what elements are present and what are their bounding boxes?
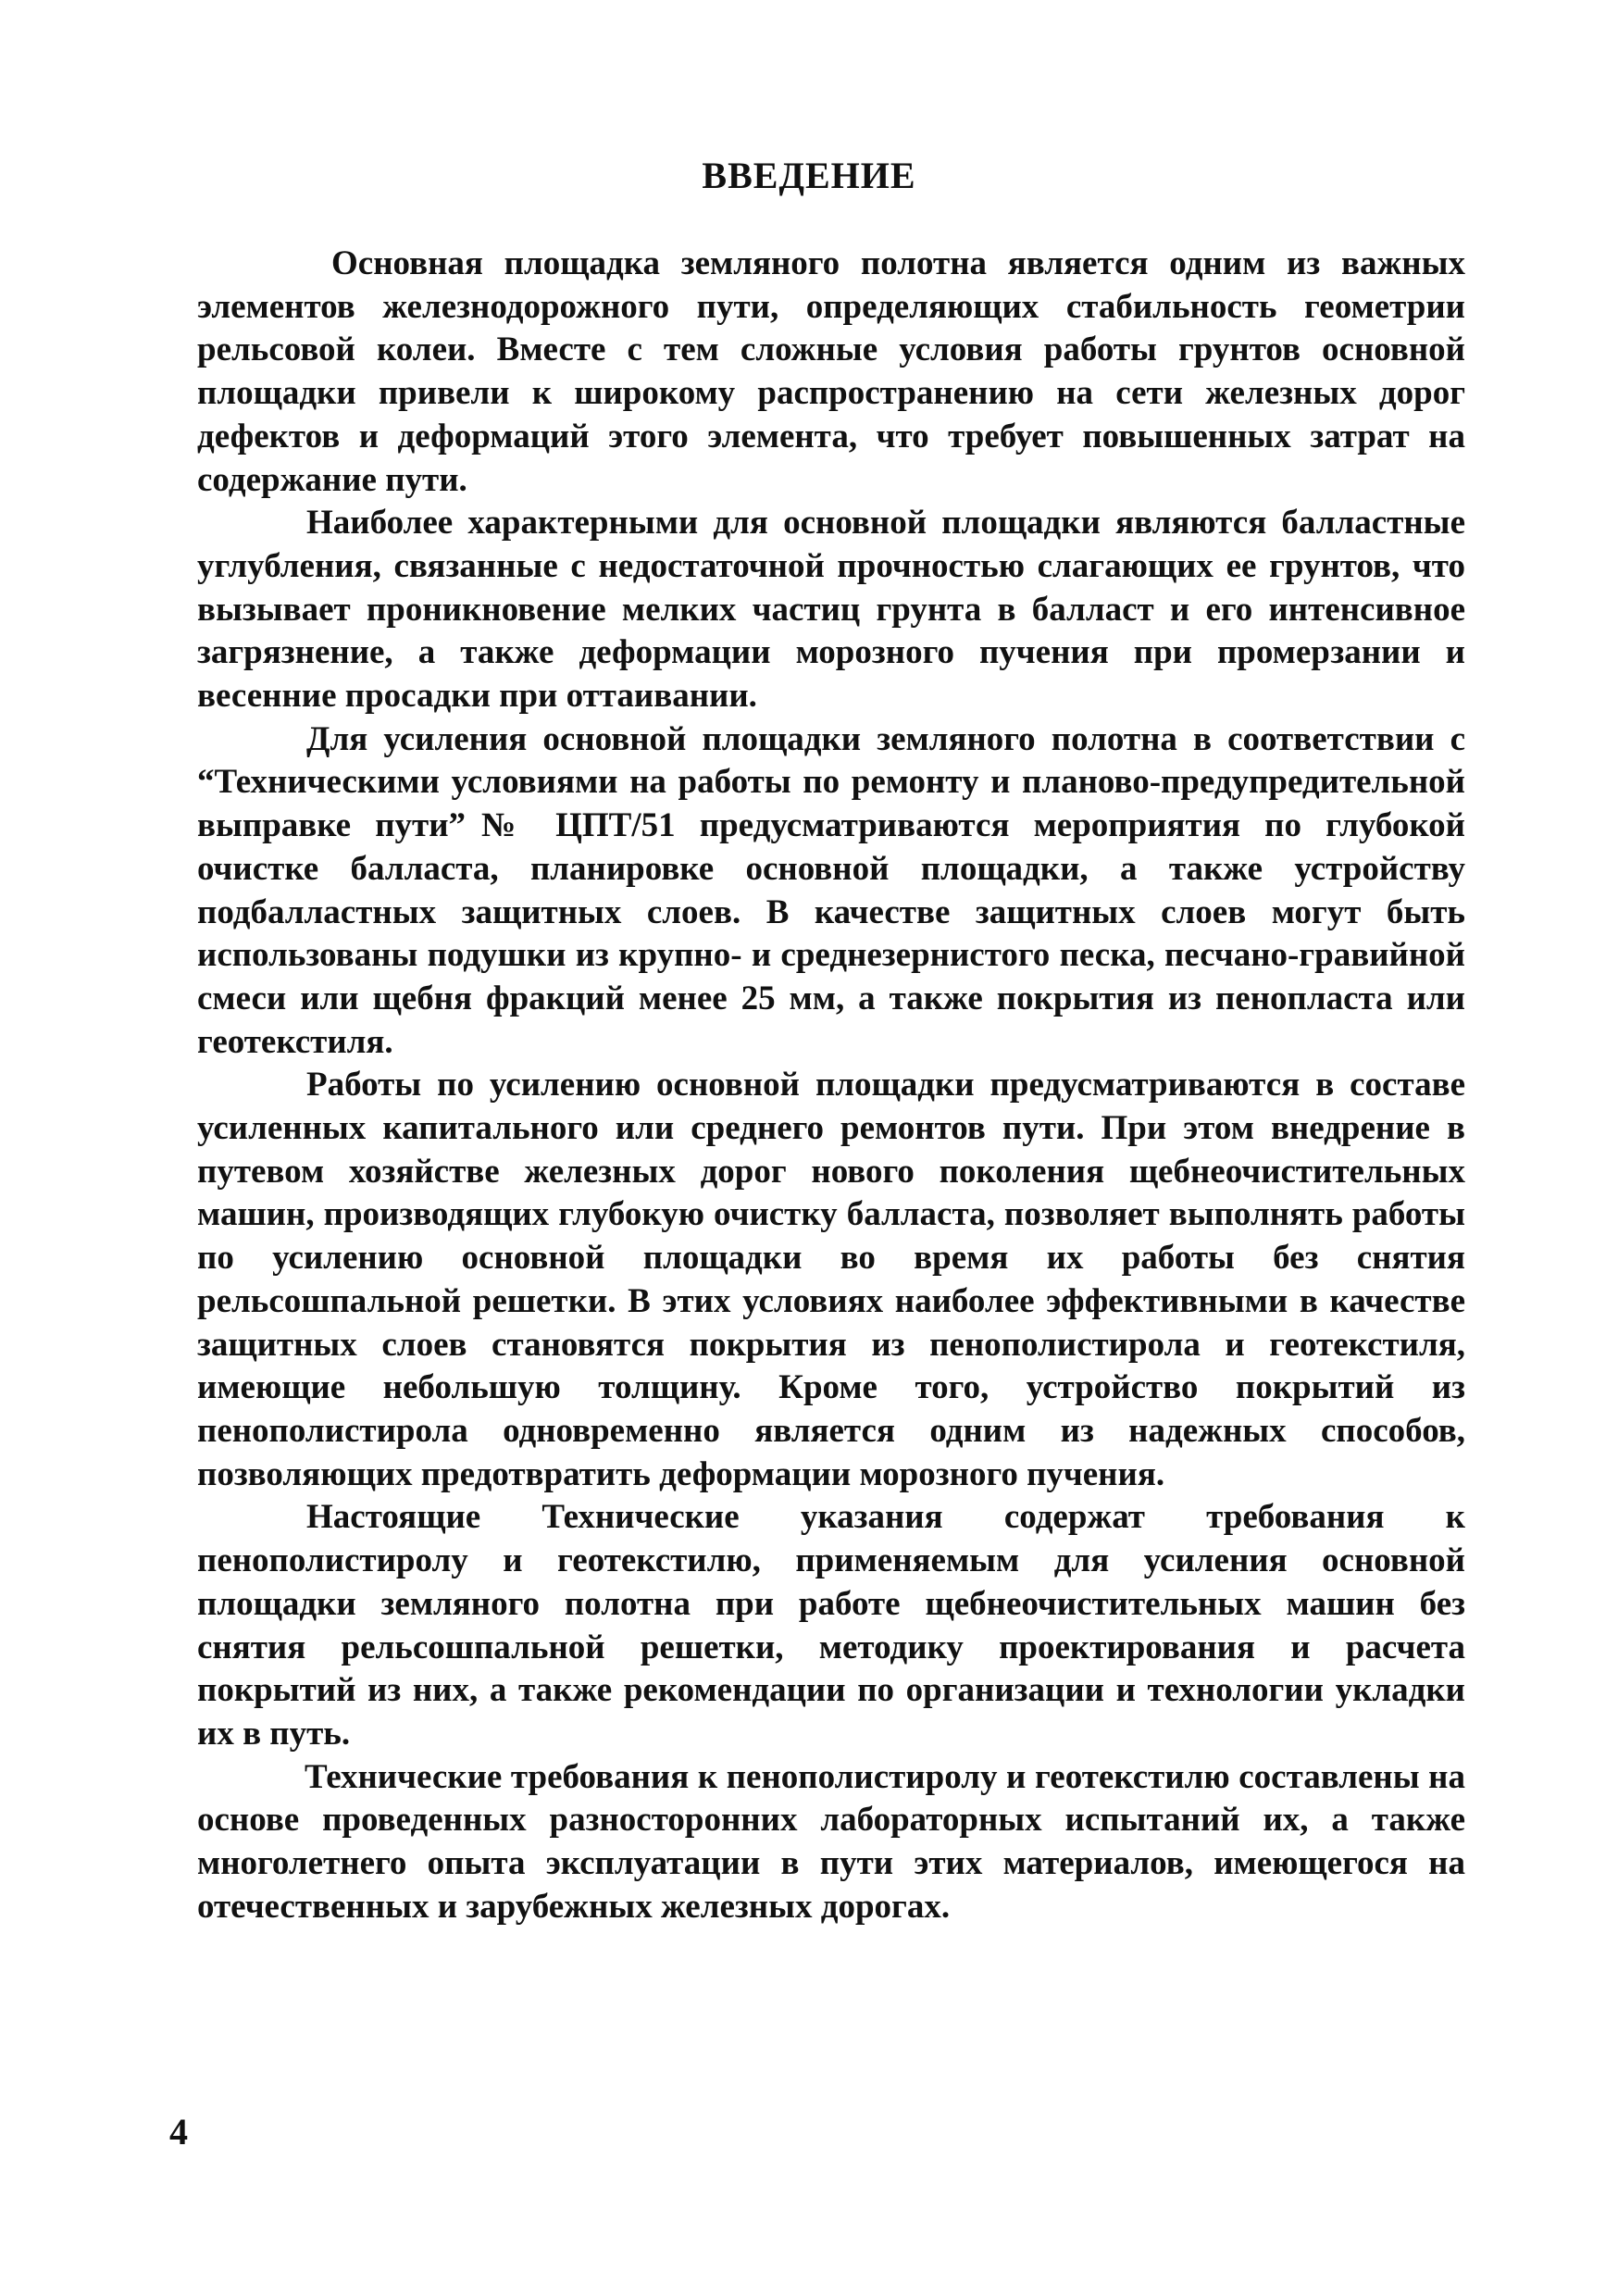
page-title: ВВЕДЕНИЕ [702,155,916,196]
paragraph-5: Настоящие Технические указания содержат требования к пенополистиролу и геотекстилю, применяемым для усиления основной площадки земляного полотна при работе щебнеочистительных машин без снятия рельсошпальной решетки, методику проектирования и расчета покрытий из них, а также рекомендации по организации и технологии укладки их в путь. [197,1498,1465,1753]
paragraph-6: Технические требования к пенополистиролу и геотекстилю составлены на основе проведенных разносторонних лабораторных испытаний их, а также многолетнего опыта эксплуатации в пути этих материалов, имеющегося на отечественных и зарубежных железных дорогах. [197,1757,1465,1926]
page-number: 4 [169,2111,188,2152]
paragraph-2: Наиболее характерными для основной площадки являются балластные углубления, связанные с недостаточной прочностью слагающих ее грунтов, что вызывает проникновение мелких частиц грунта в балласт и его интенсивное загрязнение, а также деформации морозного пучения при промерзании и весенние просадки при оттаивании. [197,504,1465,716]
paragraph-4: Работы по усилению основной площадки предусматриваются в составе усиленных капитального или среднего ремонтов пути. При этом внедрение в путевом хозяйстве железных дорог нового поколения щебнеочистительных машин, производящих глубокую очистку балласта, позволяет выполнять работы по усилению основной площадки во время их работы без снятия рельсошпальной решетки. В этих условиях наиболее эффективными в качестве защитных слоев становятся покрытия из пенополистирола и геотекстиля, имеющие небольшую толщину. Кроме того, устройство покрытий из пенополистирола одновременно является одним из надежных способов, позволяющих предотвратить деформации морозного пучения. [197,1066,1465,1493]
body-text [197,243,1465,1928]
paragraph-3: Для усиления основной площадки земляного полотна в соответствии с “Техническими условиями на работы по ремонту и планово-предупредительной выправке пути”№ ЦПТ/51 предусматриваются мероприятия по глубокой очистке балласта, планировке основной площадки, а также устройству подбалластных защитных слоев. В качестве защитных слоев могут быть использованы подушки из крупно- и среднезернистого песка, песчано-гравийной смеси или щебня фракций менее 25 мм, а также покрытия из пенопласта или геотекстиля. [197,719,1465,1061]
paragraph-1: Основная площадка земляного полотна является одним из важных элементов железнодорожного пути, определяющих стабильность геометрии рельсовой колеи. Вместе с тем сложные условия работы грунтов основной площадки привели к широкому распространению на сети железных дорог дефектов и деформаций этого элемента, что требует повышенных затрат на содержание пути. [197,244,1465,499]
